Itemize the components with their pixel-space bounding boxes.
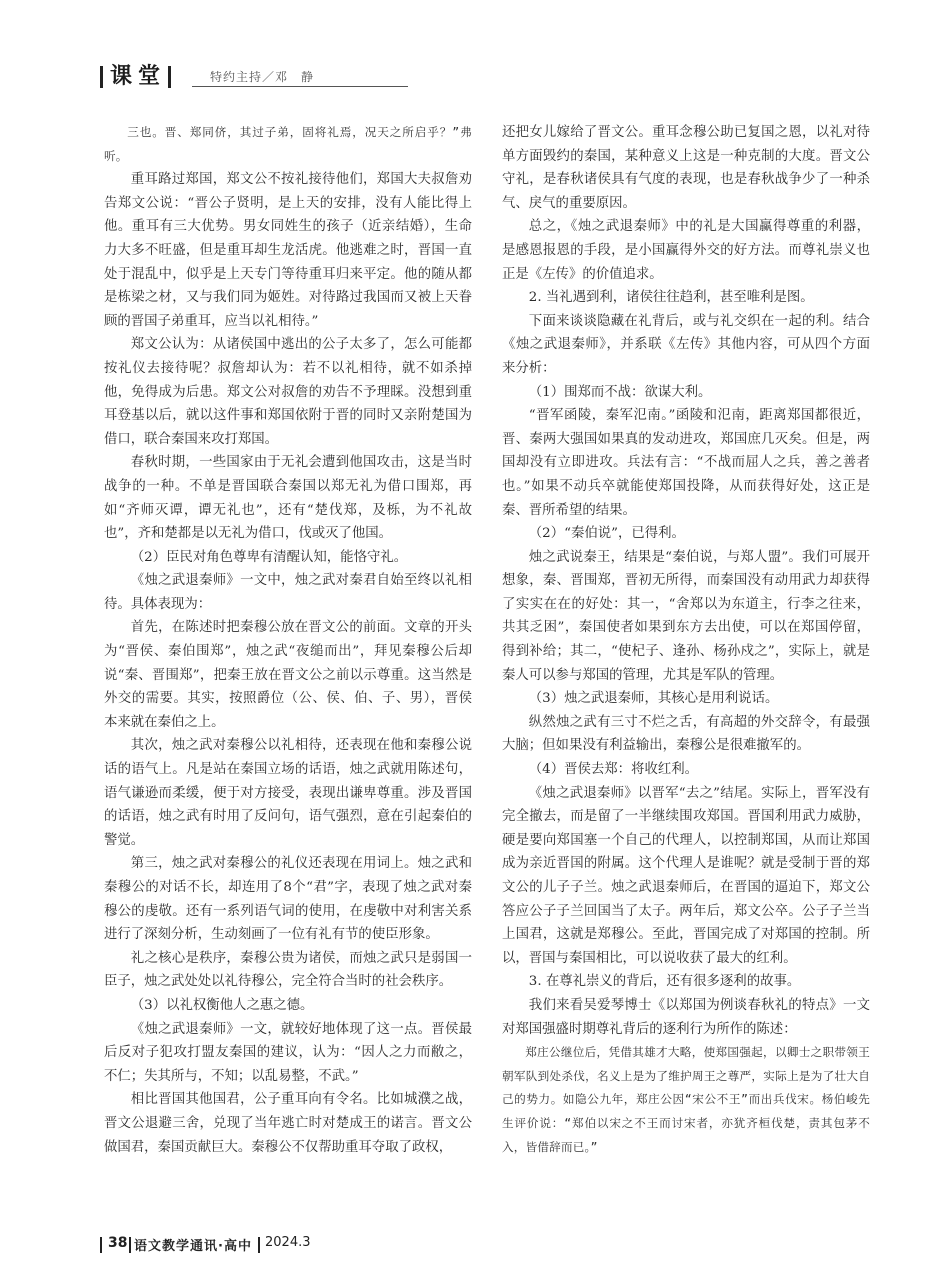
paragraph: 相比晋国其他国君，公子重耳向有令名。比如城濮之战，晋文公退避三舍，兑现了当年逃亡时对楚成王的诺言。晋文公做国君，秦国贡献巨大。秦穆公不仅帮助重耳夺取了政权， [104,1092,472,1155]
paragraph: （4）晋侯去郑：将收红利。 [528,762,699,778]
paragraph: 总之，《烛之武退秦师》中的礼是大国赢得尊重的利器，是感恩报恩的手段，是小国赢得外交的好方法。而尊礼崇义也正是《左传》的价值追求。 [502,219,870,282]
paragraph: 《烛之武退秦师》一文，就较好地体现了这一点。晋侯最后反对子犯攻打盟友秦国的建议，认为：“因人之力而敝之，不仁；失其所与，不知；以乱易整，不武。” [104,1021,472,1084]
paragraph: 纵然烛之武有三寸不烂之舌，有高超的外交辞令，有最强大脑；但如果没有利益输出，秦穆公是很难撤军的。 [502,714,870,754]
paragraph: 三也。晋、郑同侪，其过子弟，固将礼焉，况天之所启乎？”弗听。 [104,125,472,163]
paragraph: 郑庄公继位后，凭借其雄才大略，使郑国强起，以卿士之职带领王朝军队到处杀伐，名义上是为了维护周王之尊严，实际上是为了壮大自己的势力。如隐公九年，郑庄公因“宋公不王”而出兵伐宋。杨伯峻先生评价说：“郑伯以宋之不王而讨宋者，亦犹齐桓伐楚，责其包茅不入，皆借辞而已。” [502,1045,870,1154]
paragraph: 2. 当礼遇到利，诸侯往往趋利，甚至唯利是图。 [528,290,814,306]
paragraph: 重耳路过郑国，郑文公不按礼接待他们，郑国大夫叔詹劝告郑文公说：“晋公子贤明，是上天的安排，没有人能比得上他。重耳有三大优势。男女同姓生的孩子（近亲结婚），生命力大多不旺盛，但是重耳却生龙活虎。他逃难之时，晋国一直处于混乱中，似乎是上天专门等待重耳归来平定。他的随从都是栋梁之材，又与我们同为姬姓。对待路过我国而又被上天眷顾的晋国子弟重耳，应当以礼相待。” [104,172,472,329]
page-number: 38 [108,1235,128,1251]
paragraph: 春秋时期，一些国家由于无礼会遭到他国攻击，这是当时战争的一种。不单是晋国联合秦国以郑无礼为借口围郑，再如“齐师灭谭，谭无礼也”，还有“楚伐郑，及栎，为不礼故也”，齐和楚都是以无礼为借口，伐或灭了他国。 [104,455,472,542]
paragraph: 《烛之武退秦师》以晋军“去之”结尾。实际上，晋军没有完全撤去，而是留了一半继续围攻郑国。晋国利用武力威胁，硬是要向郑国塞一个自己的代理人，以控制郑国，从而让郑国成为亲近晋国的附属。这个代理人是谁呢？就是受制于晋的郑文公的儿子子兰。烛之武退秦师后，在晋国的逼迫下，郑文公答应公子子兰回国当了太子。两年后，郑文公卒。公子子兰当上国君，这就是郑穆公。至此，晋国完成了对郑国的控制。所以，晋国与秦国相比，可以说收获了最大的红利。 [502,785,870,966]
journal-name: 语文教学通讯·高中 [134,1239,252,1254]
paragraph: 下面来谈谈隐藏在礼背后，或与礼交织在一起的利。结合《烛之武退秦师》，并系联《左传》其他内容，可从四个方面来分析： [502,313,870,376]
paragraph: “晋军函陵，秦军氾南。”函陵和氾南，距离郑国都很近，晋、秦两大强国如果真的发动进攻，郑国庶几灭矣。但是，两国却没有立即进攻。兵法有言：“不战而屈人之兵，善之善者也。”如果不动兵卒就能使郑国投降，从而获得好处，这正是秦、晋所希望的结果。 [502,408,870,518]
right-column [502,121,870,1159]
paragraph: 烛之武说秦王，结果是“秦伯说，与郑人盟”。我们可展开想象，秦、晋围郑，晋初无所得，而秦国没有动用武力却获得了实实在在的好处：其一，“舍郑以为东道主，行李之往来，共其乏困”，秦国使者如果到东方去出使，可以在郑国停留，得到补给；其二，“使杞子、逢孙、杨孙戍之”，实际上，就是秦人可以参与郑国的管理，尤其是军队的管理。 [502,549,870,683]
page-footer [100,1233,600,1257]
paragraph: 还把女儿嫁给了晋文公。重耳念穆公助已复国之恩，以礼对待单方面毁约的秦国，某种意义上这是一种克制的大度。晋文公守礼，是春秋诸侯具有气度的表现，也是春秋战争少了一种杀气、戾气的重要原因。 [502,125,870,211]
paragraph: 郑文公认为：从诸侯国中逃出的公子太多了，怎么可能都按礼仪去接待呢？叔詹却认为：若不以礼相待，就不如杀掉他，免得成为后患。郑文公对叔詹的劝告不予理睬。没想到重耳登基以后，就以这件事和郑国依附于晋的同时又亲附楚国为借口，联合秦国来攻打郑国。 [104,337,472,447]
paragraph: （3）以礼权衡他人之惠之德。 [130,997,314,1013]
header-rule [192,86,408,87]
paragraph: （2）臣民对角色尊卑有清醒认知，能恪守礼。 [130,549,408,565]
paragraph: 其次，烛之武对秦穆公以礼相待，还表现在他和秦穆公说话的语气上。凡是站在秦国立场的话语，烛之武就用陈述句，语气谦逊而柔缓，便于对方接受，表现出谦卑尊重。涉及晋国的话语，烛之武有时用了反问句，语气强烈，意在引起秦伯的警觉。 [104,738,472,848]
footer-divider-2 [258,1237,260,1253]
paragraph: 首先，在陈述时把秦穆公放在晋文公的前面。文章的开头为“晋侯、秦伯围郑”，烛之武“夜缒而出”，拜见秦穆公后却说“秦、晋围郑”，把秦王放在晋文公之前以示尊重。这当然是外交的需要。其实，按照爵位（公、侯、伯、子、男），晋侯本来就在秦伯之上。 [104,620,472,730]
special-host: 特约主持／邓 静 [210,70,315,84]
paragraph: 第三，烛之武对秦穆公的礼仪还表现在用词上。烛之武和秦穆公的对话不长，却连用了8个“君”字，表现了烛之武对秦穆公的虔敬。还有一系列语气词的使用，在虔敬中对利害关系进行了深刻分析，生动刻画了一位有礼有节的使臣形象。 [104,856,472,943]
left-column [104,121,472,1159]
footer-bar [100,1237,102,1253]
paragraph: 3. 在尊礼崇义的背后，还有很多逐利的故事。 [528,974,801,990]
paragraph: 礼之核心是秩序，秦穆公贵为诸侯，而烛之武只是弱国一臣子，烛之武处处以礼待穆公，完全符合当时的社会秩序。 [104,950,472,990]
header-bar-right [168,66,171,88]
paragraph: （2）“秦伯说”，已得利。 [528,526,685,542]
issue-date: 2024.3 [265,1235,311,1250]
paragraph: （1）围郑而不战：欲谋大利。 [528,384,712,400]
paragraph: （3）烛之武退秦师，其核心是用利说话。 [528,691,779,707]
paragraph: 我们来看吴爱琴博士《以郑国为例谈春秋礼的特点》一文对郑国强盛时期尊礼背后的逐利行为所作的陈述： [502,997,870,1037]
footer-divider [129,1237,131,1253]
column-header [100,64,860,94]
section-title: 课堂 [110,64,167,89]
paragraph: 《烛之武退秦师》一文中，烛之武对秦君自始至终以礼相待。具体表现为： [104,573,472,612]
header-bar-left [100,66,103,88]
